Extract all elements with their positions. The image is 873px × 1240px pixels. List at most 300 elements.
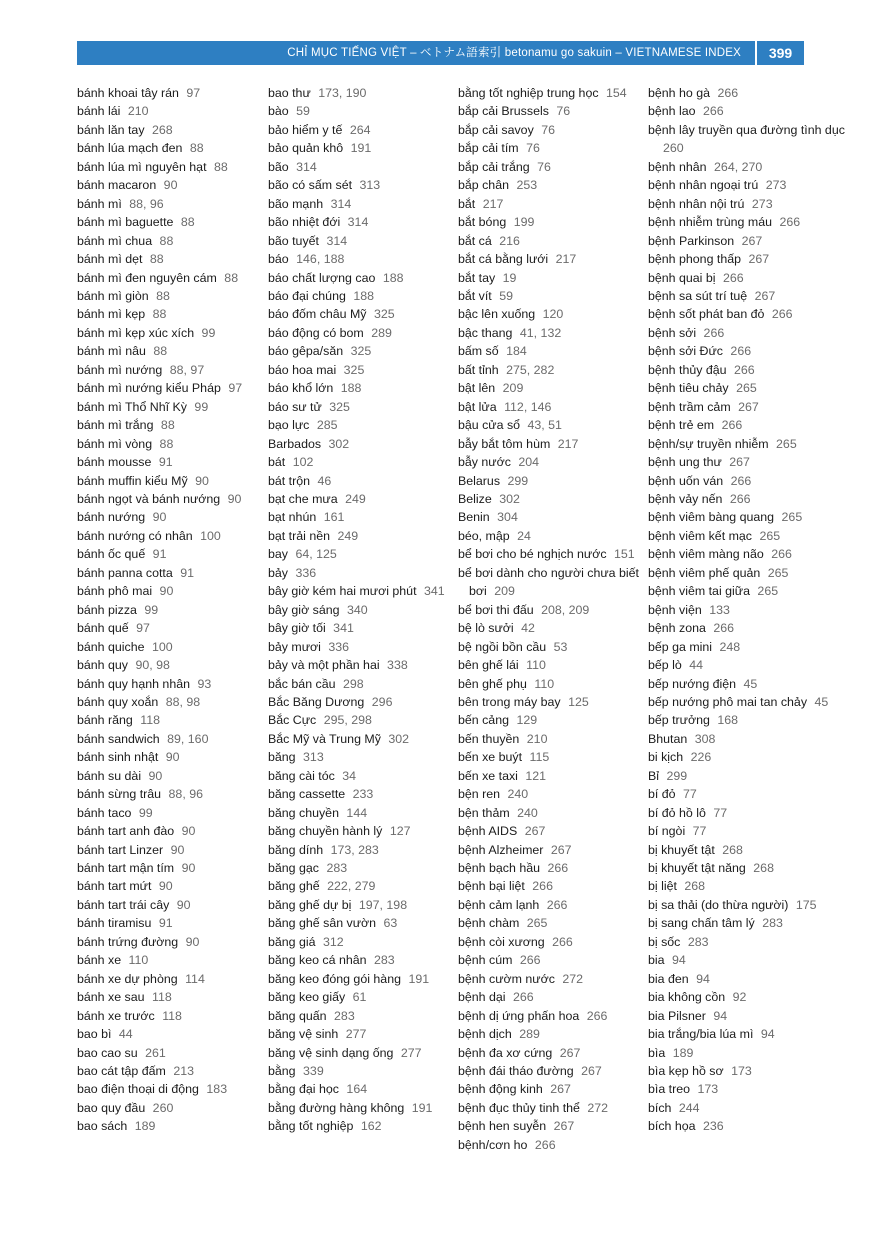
index-entry — [77, 619, 267, 637]
index-term: bạt che mưa — [268, 491, 338, 506]
index-page-refs: 266 — [586, 1008, 608, 1023]
index-entry — [268, 951, 458, 969]
index-term: bệnh/sự truyền nhiễm — [648, 436, 769, 451]
index-term: Bỉ — [648, 768, 660, 783]
index-term: bánh mì baguette — [77, 215, 174, 230]
index-term: bệnh đục thủy tinh thể — [458, 1100, 580, 1115]
index-term: bệnh quai bị — [648, 270, 716, 285]
index-term: bia trắng/bia lúa mì — [648, 1027, 754, 1042]
header-band — [77, 41, 755, 65]
index-term: bệnh ung thư — [648, 455, 722, 470]
index-entry — [648, 379, 853, 397]
index-term: bão nhiệt đới — [268, 215, 341, 230]
index-entry — [268, 619, 458, 637]
index-entry — [458, 896, 648, 914]
index-entry — [268, 453, 458, 471]
index-term: bếp nướng điện — [648, 676, 737, 691]
index-entry — [77, 508, 267, 526]
index-entry — [77, 767, 267, 785]
index-term: bánh tart anh đào — [77, 824, 175, 839]
index-page-refs: 168 — [717, 713, 739, 728]
index-entry — [458, 841, 648, 859]
index-entry — [77, 933, 267, 951]
index-entry — [77, 398, 267, 416]
index-page-refs: 283 — [762, 916, 783, 931]
index-term: bị khuyết tật năng — [648, 861, 746, 876]
index-entry — [648, 730, 853, 748]
index-term: bệnh viêm bàng quang — [648, 510, 775, 525]
index-entry — [648, 656, 853, 674]
index-term: bắp cải Brussels — [458, 104, 549, 119]
index-page-refs: 266 — [546, 897, 568, 912]
index-page-refs: 268 — [753, 861, 774, 876]
index-page-refs: 164 — [346, 1082, 368, 1097]
index-entry — [77, 361, 267, 379]
index-page-refs: 88 — [213, 159, 228, 174]
index-entry — [77, 435, 267, 453]
index-term: bị sốc — [648, 934, 681, 949]
index-entry — [648, 1062, 853, 1080]
index-term: bích họa — [648, 1119, 696, 1134]
index-entry — [458, 472, 648, 490]
index-term: bánh lăn tay — [77, 122, 145, 137]
index-entry — [458, 398, 648, 416]
index-entry — [268, 342, 458, 360]
index-term: bát — [268, 455, 286, 470]
index-term: bia Pilsner — [648, 1008, 706, 1023]
index-term: bánh mì giòn — [77, 288, 149, 303]
index-term: bao quy đầu — [77, 1100, 146, 1115]
index-page-refs: 88 — [189, 141, 204, 156]
index-term: bằng tốt nghiệp — [268, 1119, 354, 1134]
index-term: bao điện thoại di động — [77, 1082, 199, 1097]
index-entry — [268, 1025, 458, 1043]
index-page-refs: 253 — [516, 178, 538, 193]
index-entry — [77, 250, 267, 268]
index-page-refs: 188 — [382, 270, 404, 285]
index-entry — [648, 1099, 853, 1117]
index-term: bể bơi thi đấu — [458, 602, 534, 617]
index-entry — [77, 914, 267, 932]
index-term: bây giờ kém hai mươi phút — [268, 584, 417, 599]
index-page-refs: 283 — [326, 861, 348, 876]
page-number: 399 — [757, 41, 804, 65]
index-term: bậc thang — [458, 325, 513, 340]
index-page-refs: 265 — [767, 565, 789, 580]
index-page-refs: 162 — [360, 1119, 382, 1134]
index-page-refs: 266 — [779, 215, 801, 230]
index-page-refs: 265 — [526, 916, 548, 931]
index-entry — [458, 545, 648, 563]
index-page-refs: 264, 270 — [714, 159, 763, 174]
index-entry — [458, 324, 648, 342]
index-entry — [458, 508, 648, 526]
index-entry — [268, 1062, 458, 1080]
index-page-refs: 76 — [541, 122, 556, 137]
index-term: bánh phô mai — [77, 584, 153, 599]
index-term: băng chuyền hành lý — [268, 824, 383, 839]
index-page-refs: 144 — [346, 805, 368, 820]
index-term: bị sa thải (do thừa người) — [648, 897, 789, 912]
index-term: béo, mập — [458, 528, 510, 543]
index-entry — [77, 730, 267, 748]
index-entry — [268, 250, 458, 268]
index-entry — [648, 970, 853, 988]
index-page-refs: 313 — [303, 750, 324, 765]
index-page-refs: 266 — [519, 953, 541, 968]
index-page-refs: 302 — [388, 731, 410, 746]
index-page-refs: 266 — [771, 547, 792, 562]
index-entry — [458, 139, 648, 157]
index-entry — [458, 675, 648, 693]
index-entry — [648, 748, 853, 766]
index-term: bánh mì — [77, 196, 122, 211]
index-page-refs: 90 — [152, 510, 167, 525]
index-term: bánh tart mận tím — [77, 861, 175, 876]
index-entry — [268, 877, 458, 895]
index-page-refs: 90 — [181, 824, 196, 839]
index-entry — [268, 841, 458, 859]
index-page-refs: 90 — [159, 584, 174, 599]
index-entry — [648, 250, 853, 268]
index-term: bí ngòi — [648, 824, 686, 839]
index-term: bấm số — [458, 344, 499, 359]
index-entry — [458, 287, 648, 305]
index-page-refs: 118 — [151, 990, 172, 1005]
index-term: bắp chân — [458, 178, 509, 193]
index-page-refs: 110 — [526, 658, 546, 673]
index-term: Belarus — [458, 473, 501, 488]
index-page-refs: 45 — [814, 694, 829, 709]
index-term: bánh mì kẹp — [77, 307, 146, 322]
index-page-refs: 90 — [165, 750, 180, 765]
index-entry — [77, 970, 267, 988]
index-entry — [458, 1136, 648, 1154]
index-term: bánh mì nâu — [77, 344, 146, 359]
index-term: bệnh phong thấp — [648, 252, 742, 267]
index-page-refs: 277 — [345, 1027, 367, 1042]
index-entry — [458, 970, 648, 988]
index-page-refs: 76 — [556, 104, 571, 119]
index-page-refs: 273 — [751, 196, 773, 211]
index-entry — [268, 675, 458, 693]
index-page-refs: 209 — [494, 584, 515, 599]
index-entry — [648, 269, 853, 287]
index-entry — [268, 213, 458, 231]
index-entry — [458, 656, 648, 674]
index-entry — [268, 582, 458, 600]
index-page-refs: 272 — [562, 971, 584, 986]
index-term: bệnh đái tháo đường — [458, 1064, 574, 1079]
index-entry — [458, 951, 648, 969]
index-entry — [268, 638, 458, 656]
index-term: bánh sandwich — [77, 731, 160, 746]
index-page-refs: 217 — [555, 252, 577, 267]
index-term: bao cát tập đấm — [77, 1064, 166, 1079]
index-page-refs: 41, 132 — [519, 325, 562, 340]
index-term: bệnh dịch — [458, 1027, 512, 1042]
index-term: bệnh lao — [648, 104, 696, 119]
index-term: bệnh vảy nến — [648, 491, 723, 506]
index-entry — [648, 619, 853, 637]
index-page-refs: 59 — [296, 104, 310, 119]
index-page-refs: 173 — [731, 1064, 752, 1079]
index-entry — [648, 1080, 853, 1098]
index-term: bệnh ho gà — [648, 86, 711, 100]
index-term: bánh lái — [77, 104, 121, 119]
index-term: bánh panna cotta — [77, 565, 173, 580]
index-entry — [458, 933, 648, 951]
index-page-refs: 216 — [499, 233, 520, 248]
index-entry — [77, 951, 267, 969]
index-entry — [77, 287, 267, 305]
index-term: bánh nướng — [77, 510, 146, 525]
index-entry — [648, 361, 853, 379]
index-page-refs: 340 — [346, 602, 368, 617]
index-page-refs: 154 — [606, 86, 627, 100]
index-term: băng dính — [268, 842, 324, 857]
index-entry — [268, 324, 458, 342]
index-page-refs: 336 — [295, 565, 317, 580]
index-term: bẫy nước — [458, 455, 511, 470]
index-term: bệnh sa sút trí tuệ — [648, 288, 748, 303]
index-page-refs: 204 — [518, 455, 540, 470]
index-entry — [268, 545, 458, 563]
index-page-refs: 266 — [703, 325, 725, 340]
index-page-refs: 94 — [696, 971, 710, 986]
index-page-refs: 188 — [353, 288, 374, 303]
index-page-refs: 175 — [795, 897, 817, 912]
index-page-refs: 88, 96 — [129, 196, 164, 211]
index-term: bánh răng — [77, 713, 133, 728]
index-entry — [648, 195, 853, 213]
index-entry — [268, 158, 458, 176]
index-page-refs: 217 — [482, 196, 504, 211]
index-entry — [648, 287, 853, 305]
index-page-refs: 266 — [771, 307, 793, 322]
index-entry — [648, 914, 853, 932]
index-entry — [648, 472, 853, 490]
index-term: băng ghế dự bị — [268, 897, 352, 912]
index-page-refs: 289 — [519, 1027, 540, 1042]
index-entry — [458, 342, 648, 360]
index-page-refs: 97 — [186, 86, 201, 100]
index-entry — [268, 1080, 458, 1098]
index-page-refs: 24 — [517, 528, 531, 543]
index-term: bệnh trẻ em — [648, 418, 715, 433]
index-page-refs: 267 — [524, 824, 546, 839]
index-entry — [458, 232, 648, 250]
index-entry — [268, 767, 458, 785]
index-term: bệnh cúm — [458, 953, 513, 968]
index-entry — [458, 601, 648, 619]
index-entry — [648, 582, 853, 600]
index-term: bệnh hen suyễn — [458, 1119, 547, 1134]
index-term: bánh nướng có nhân — [77, 528, 193, 543]
index-page-refs: 339 — [303, 1064, 324, 1079]
index-entry — [458, 305, 648, 323]
index-term: bánh mousse — [77, 455, 152, 470]
index-entry — [77, 656, 267, 674]
index-entry — [648, 416, 853, 434]
index-entry — [458, 1099, 648, 1117]
index-term: bìa kẹp hồ sơ — [648, 1064, 724, 1079]
index-entry — [77, 601, 267, 619]
index-entry — [77, 675, 267, 693]
index-term: bánh xe sau — [77, 990, 145, 1005]
index-page-refs: 264 — [349, 122, 371, 137]
index-entry — [458, 195, 648, 213]
index-term: băng — [268, 750, 296, 765]
index-entry — [77, 859, 267, 877]
index-entry — [458, 914, 648, 932]
index-entry — [458, 269, 648, 287]
index-term: bánh xe dự phòng — [77, 971, 178, 986]
index-term: bệnh lây truyền qua đường tình dục — [648, 122, 845, 137]
index-entry — [268, 287, 458, 305]
index-entry — [648, 527, 853, 545]
index-page-refs: 266 — [703, 104, 724, 119]
index-entry — [268, 1044, 458, 1062]
index-page-refs: 268 — [722, 842, 743, 857]
index-page-refs: 210 — [526, 731, 548, 746]
index-page-refs: 151 — [614, 547, 635, 562]
index-entry — [648, 102, 853, 120]
index-term: Barbados — [268, 436, 322, 451]
index-term: bánh lúa mạch đen — [77, 141, 183, 156]
index-page-refs: 45 — [743, 676, 758, 691]
index-entry — [268, 822, 458, 840]
index-entry — [648, 933, 853, 951]
index-term: bao sách — [77, 1119, 128, 1134]
index-entry — [458, 619, 648, 637]
index-term: bệnh dại — [458, 990, 506, 1005]
index-page-refs: 325 — [350, 344, 372, 359]
index-page-refs: 34 — [342, 768, 357, 783]
index-entry — [268, 416, 458, 434]
index-entry — [458, 711, 648, 729]
index-term: bệnh Alzheimer — [458, 842, 544, 857]
index-page-refs: 19 — [502, 270, 517, 285]
index-page-refs: 97 — [228, 381, 243, 396]
index-page-refs: 266 — [547, 861, 569, 876]
index-term: bệnh sởi Đức — [648, 344, 723, 359]
index-page-refs: 298 — [342, 676, 364, 691]
index-entry — [268, 564, 458, 582]
index-entry — [458, 785, 648, 803]
index-entry — [648, 213, 853, 231]
index-entry — [458, 1044, 648, 1062]
index-entry — [458, 435, 648, 453]
index-entry — [458, 379, 648, 397]
index-term: bệnh Parkinson — [648, 233, 735, 248]
index-entry — [268, 305, 458, 323]
index-entry — [648, 342, 853, 360]
index-page-refs: 267 — [581, 1064, 602, 1079]
index-page-refs: 191 — [350, 141, 372, 156]
index-term: bến xe taxi — [458, 768, 518, 783]
index-page-refs: 110 — [534, 676, 555, 691]
index-page-refs: 94 — [672, 953, 686, 968]
index-page-refs: 88 — [159, 436, 174, 451]
index-term: bệnh thủy đậu — [648, 362, 727, 377]
index-page-refs: 88 — [180, 215, 195, 230]
index-page-refs: 76 — [526, 141, 540, 156]
index-page-refs: 88 — [153, 344, 168, 359]
index-term: bánh mì trắng — [77, 418, 154, 433]
index-term: bão mạnh — [268, 196, 324, 211]
index-page-refs: 268 — [684, 879, 706, 894]
index-term: bảy mươi — [268, 639, 321, 654]
index-term: Bắc Băng Dương — [268, 694, 365, 709]
index-entry — [77, 545, 267, 563]
index-term: bánh sừng trâu — [77, 787, 162, 802]
index-term: băng chuyền — [268, 805, 339, 820]
index-term: bệnh tiêu chảy — [648, 381, 729, 396]
index-page-refs: 127 — [389, 824, 411, 839]
index-entry — [77, 527, 267, 545]
index-term: bích — [648, 1100, 672, 1115]
index-entry — [648, 232, 853, 250]
index-page-refs: 90, 98 — [135, 658, 170, 673]
index-term: bị sang chấn tâm lý — [648, 916, 755, 931]
index-page-refs: 125 — [568, 694, 589, 709]
index-entry — [77, 1007, 267, 1025]
index-term: bánh quế — [77, 621, 129, 636]
index-page-refs: 90 — [181, 861, 196, 876]
index-term: băng keo giấy — [268, 990, 346, 1005]
index-entry — [77, 896, 267, 914]
index-entry — [77, 305, 267, 323]
index-term: bắp cải tím — [458, 141, 519, 156]
index-term: bằng đại học — [268, 1082, 339, 1097]
index-page-refs: 92 — [732, 990, 747, 1005]
index-page-refs: 248 — [719, 639, 741, 654]
index-entry — [648, 638, 853, 656]
index-entry — [268, 785, 458, 803]
index-entry — [648, 305, 853, 323]
index-entry — [77, 564, 267, 582]
index-entry — [77, 84, 267, 102]
index-term: bến xe buýt — [458, 750, 523, 765]
index-entry — [268, 490, 458, 508]
index-entry — [648, 564, 853, 582]
index-entry — [77, 1062, 267, 1080]
index-page-refs: 120 — [542, 307, 564, 322]
index-term: bệnh viêm tai giữa — [648, 584, 750, 599]
index-entry — [458, 1025, 648, 1043]
index-term: bìa treo — [648, 1082, 691, 1097]
index-entry — [458, 176, 648, 194]
index-term: bánh taco — [77, 805, 132, 820]
index-term: bí đỏ hồ lô — [648, 805, 706, 820]
index-term: bệnh/cơn ho — [458, 1137, 528, 1152]
index-term: báo — [268, 252, 289, 267]
index-term: bánh mì nướng kiểu Pháp — [77, 381, 221, 396]
index-entry — [648, 1117, 853, 1135]
index-page-refs: 268 — [151, 122, 173, 137]
index-page-refs: 93 — [197, 676, 212, 691]
index-page-refs: 265 — [759, 528, 781, 543]
index-entry — [648, 785, 853, 803]
index-term: băng cassette — [268, 787, 346, 802]
index-entry — [268, 693, 458, 711]
index-term: bệnh động kinh — [458, 1082, 543, 1097]
index-term: bệnh nhân ngoại trú — [648, 178, 759, 193]
index-term: Belize — [458, 491, 492, 506]
index-entry — [458, 1080, 648, 1098]
index-term: bện thảm — [458, 805, 510, 820]
